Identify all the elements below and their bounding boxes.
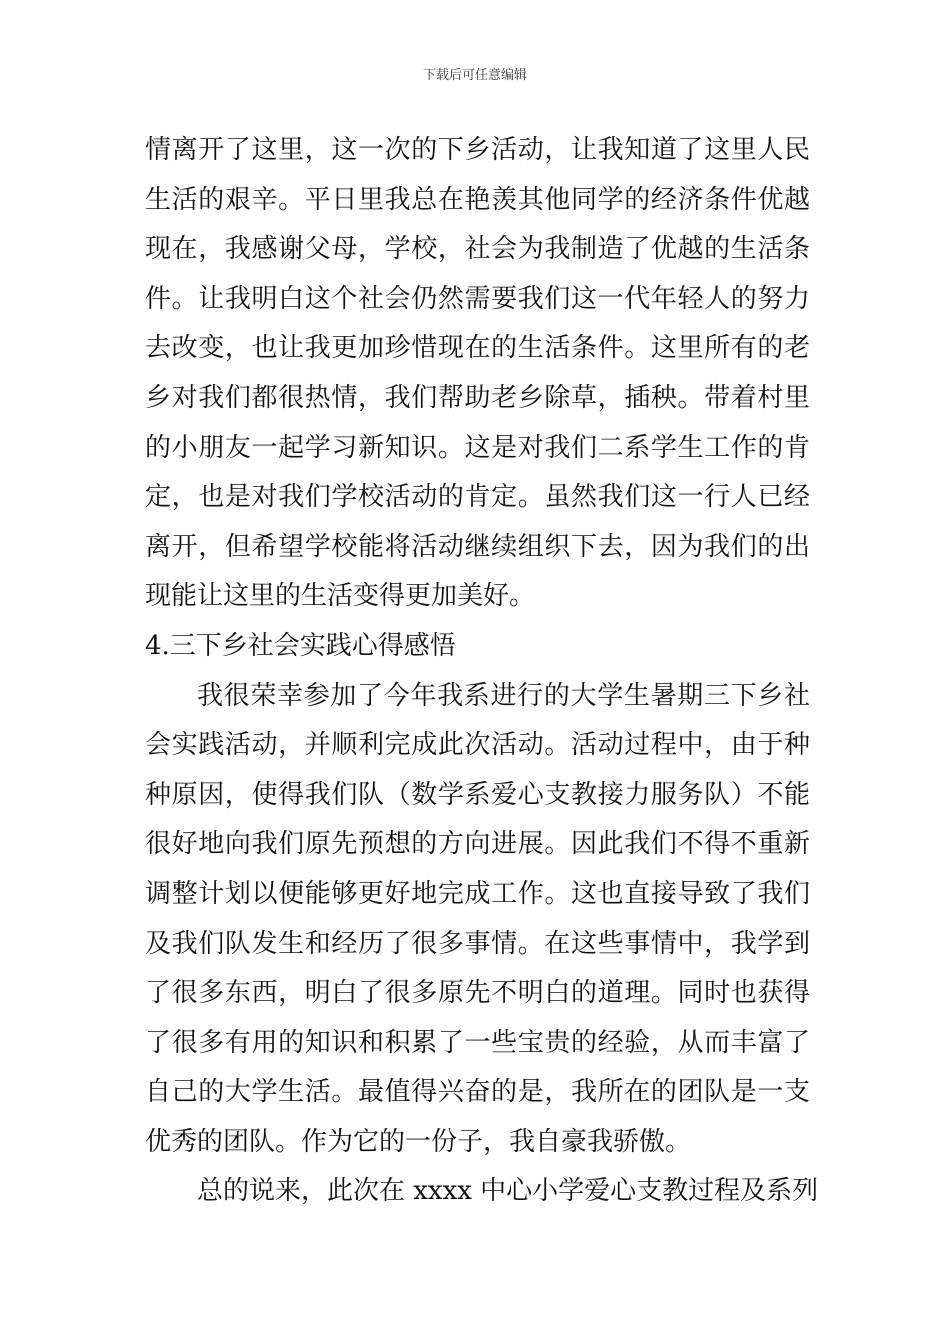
page-header: 下载后可任意编辑 [422, 68, 527, 83]
paragraph-line: 的小朋友一起学习新知识。这是对我们二系学生工作的肯 [145, 432, 810, 463]
paragraph-line: 生活的艰辛。平日里我总在艳羡其他同学的经济条件优越 [145, 184, 810, 215]
paragraph-line: 调整计划以便能够更好地完成工作。这也直接导致了我们 [145, 878, 810, 909]
paragraph-line: 定，也是对我们学校活动的肯定。虽然我们这一行人已经 [145, 482, 810, 513]
paragraph-line: 及我们队发生和经历了很多事情。在这些事情中，我学到 [145, 928, 810, 959]
paragraph-line: 总的说来，此次在 xxxx 中心小学爱心支教过程及系列 [197, 1176, 819, 1207]
paragraph-line: 自己的大学生活。最值得兴奋的是，我所在的团队是一支 [145, 1077, 810, 1108]
paragraph-line: 离开，但希望学校能将活动继续组织下去，因为我们的出 [145, 531, 810, 562]
paragraph-line: 现能让这里的生活变得更加美好。 [145, 581, 536, 612]
paragraph-line: 件。让我明白这个社会仍然需要我们这一代年轻人的努力 [145, 283, 810, 314]
document-body [145, 126, 819, 1217]
paragraph-line: 现在，我感谢父母，学校，社会为我制造了优越的生活条 [145, 234, 810, 265]
paragraph-line: 去改变，也让我更加珍惜现在的生活条件。这里所有的老 [145, 333, 810, 364]
paragraph-line: 种原因，使得我们队（数学系爱心支教接力服务队）不能 [145, 779, 810, 810]
paragraph-line: 乡对我们都很热情，我们帮助老乡除草，插秧。带着村里 [145, 382, 810, 413]
paragraph-line: 很好地向我们原先预想的方向进展。因此我们不得不重新 [145, 829, 810, 860]
paragraph-line: 优秀的团队。作为它的一份子，我自豪我骄傲。 [145, 1126, 692, 1157]
paragraph-line: 我很荣幸参加了今年我系进行的大学生暑期三下乡社 [197, 680, 810, 711]
paragraph-line: 了很多东西，明白了很多原先不明白的道理。同时也获得 [145, 978, 810, 1009]
paragraph-line: 情离开了这里，这一次的下乡活动，让我知道了这里人民 [145, 135, 810, 165]
paragraph-line: 了很多有用的知识和积累了一些宝贵的经验，从而丰富了 [145, 1027, 810, 1058]
paragraph-line: 会实践活动，并顺利完成此次活动。活动过程中，由于种 [145, 730, 810, 761]
section-heading: 4.三下乡社会实践心得感悟 [145, 630, 456, 661]
